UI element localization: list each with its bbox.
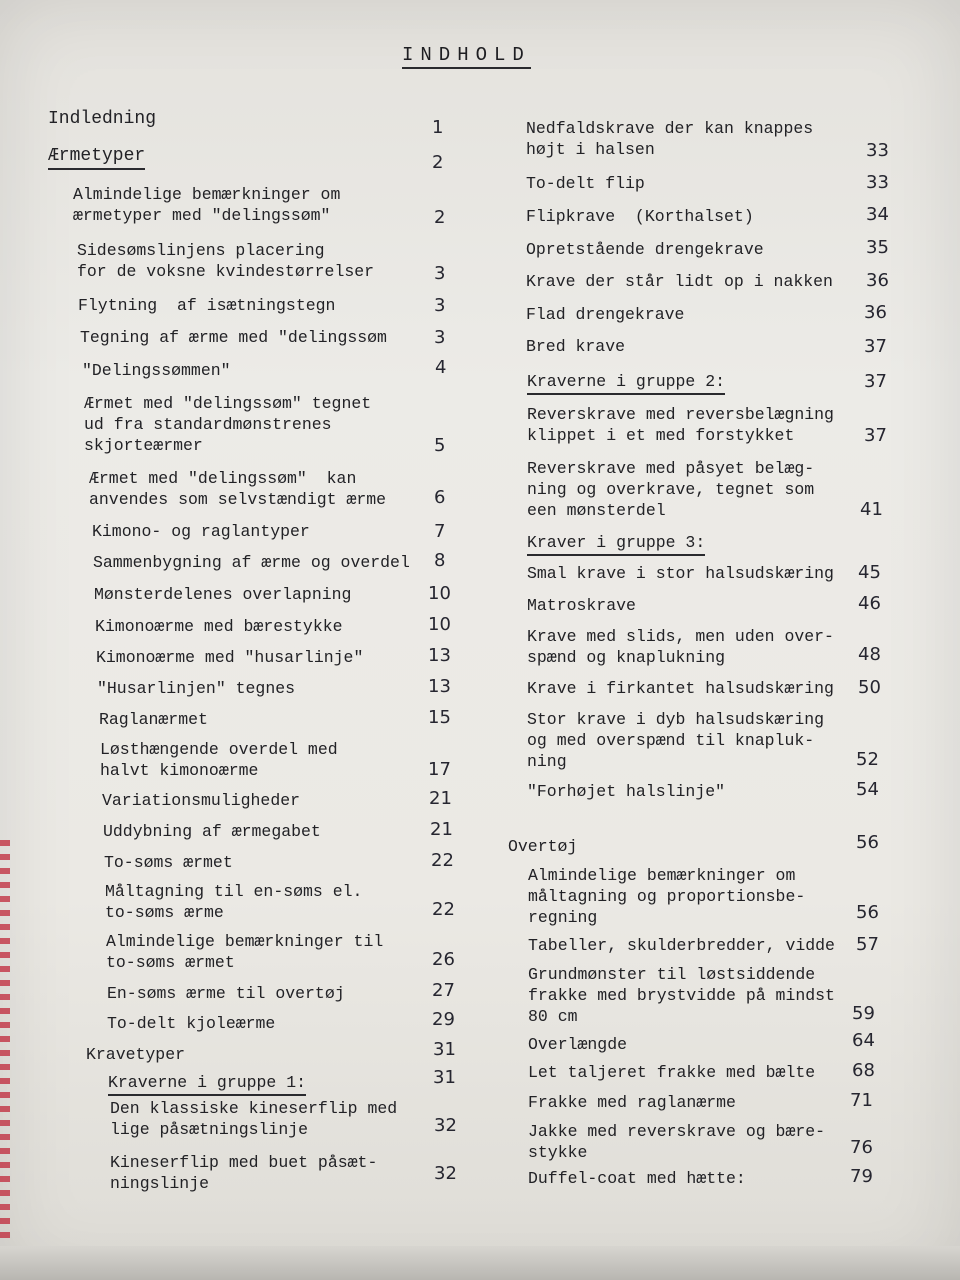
toc-entry: Grundmønster til løstsiddende frakke med brystvidde på mindst 80 cm — [528, 965, 835, 1026]
toc-subheading: Kraver i gruppe 3: — [527, 532, 705, 556]
toc-entry: Raglanærmet — [99, 710, 208, 729]
toc-page-number: 26 — [432, 949, 455, 970]
toc-page-number: 57 — [856, 934, 879, 955]
toc-entry: Overlængde — [528, 1035, 628, 1054]
toc-page-number: 33 — [866, 140, 889, 161]
toc-page-number: 37 — [864, 371, 887, 392]
toc-page-number: 31 — [433, 1067, 456, 1088]
toc-entry: Frakke med raglanærme — [528, 1093, 736, 1112]
toc-page-number: 50 — [858, 677, 881, 698]
page-title: INDHOLD — [402, 44, 531, 69]
toc-page-number: 35 — [866, 237, 889, 258]
toc-entry: Ærmet med "delingssøm" tegnet ud fra standardmønstrenes skjorteærmer — [84, 394, 372, 455]
toc-entry: Indledning — [48, 109, 157, 129]
toc-entry: Krave med slids, men uden over- spænd og knaplukning — [527, 627, 834, 667]
toc-page-number: 32 — [434, 1163, 457, 1184]
toc-page-number: 17 — [428, 759, 451, 780]
toc-entry: Almindelige bemærkninger om ærmetyper med "delingssøm" — [73, 185, 341, 225]
toc-section-heading: Kravetyper — [86, 1045, 186, 1064]
toc-page-number: 36 — [864, 302, 887, 323]
toc-entry: Bred krave — [526, 337, 626, 356]
toc-page-number: 37 — [864, 336, 887, 357]
toc-entry: Løsthængende overdel med halvt kimonoærme — [100, 740, 338, 780]
toc-entry: Matroskrave — [527, 596, 636, 615]
toc-entry: Smal krave i stor halsudskæring — [527, 564, 834, 583]
toc-page-number: 76 — [850, 1137, 873, 1158]
toc-entry: Krave i firkantet halsudskæring — [527, 679, 834, 698]
toc-page-number: 7 — [434, 521, 446, 542]
toc-page-number: 3 — [434, 295, 446, 316]
toc-page-number: 56 — [856, 832, 879, 853]
toc-entry: En-søms ærme til overtøj — [107, 984, 345, 1003]
toc-entry: Måltagning til en-søms el. to-søms ærme — [105, 882, 363, 922]
toc-page-number: 1 — [432, 117, 444, 138]
toc-entry: Flytning af isætningstegn — [78, 296, 336, 315]
toc-page-number: 2 — [434, 207, 446, 228]
toc-entry: Duffel-coat med hætte: — [528, 1169, 746, 1188]
toc-entry: To-delt flip — [526, 174, 645, 193]
toc-page-number: 13 — [428, 676, 451, 697]
toc-section-heading: Overtøj — [508, 837, 578, 856]
toc-entry: Flipkrave (Korthalset) — [526, 207, 754, 226]
toc-subheading: Kraverne i gruppe 1: — [108, 1072, 306, 1096]
toc-page-number: 37 — [864, 425, 887, 446]
toc-page-number: 27 — [432, 980, 455, 1001]
toc-page-number: 22 — [432, 899, 455, 920]
toc-page-number: 6 — [434, 487, 446, 508]
toc-page-number: 46 — [858, 593, 881, 614]
toc-entry: Flad drengekrave — [526, 305, 685, 324]
toc-entry: Almindelige bemærkninger om måltagning og proportionsbe- regning — [528, 866, 806, 927]
toc-entry: To-delt kjoleærme — [107, 1014, 276, 1033]
toc-page-number: 10 — [428, 614, 451, 635]
toc-page-number: 29 — [432, 1009, 455, 1030]
page-stack-edge — [0, 1246, 960, 1280]
toc-entry: Ærmet med "delingssøm" kan anvendes som selvstændigt ærme — [89, 469, 387, 509]
toc-page-number: 13 — [428, 645, 451, 666]
toc-entry: Opretstående drengekrave — [526, 240, 764, 259]
toc-page-number: 3 — [434, 263, 446, 284]
spiral-binding — [0, 840, 10, 1280]
toc-entry: Jakke med reverskrave og bære- stykke — [528, 1122, 826, 1162]
toc-entry: "Forhøjet halslinje" — [527, 782, 726, 801]
toc-page-number: 79 — [850, 1166, 873, 1187]
toc-entry: Mønsterdelenes overlapning — [94, 585, 352, 604]
toc-entry: Sidesømslinjens placering for de voksne kvindestørrelser — [77, 241, 375, 281]
toc-entry: Reverskrave med påsyet belæg- ning og overkrave, tegnet som een mønsterdel — [527, 459, 815, 520]
toc-page-number: 5 — [434, 435, 446, 456]
toc-page-number: 10 — [428, 583, 451, 604]
toc-subheading: Kraverne i gruppe 2: — [527, 371, 725, 395]
toc-page-number: 33 — [866, 172, 889, 193]
toc-entry: Kimonoærme med bærestykke — [95, 617, 343, 636]
toc-page-number: 21 — [429, 788, 452, 809]
toc-entry: Kineserflip med buet påsæt- ningslinje — [110, 1153, 378, 1193]
toc-page-number: 3 — [434, 327, 446, 348]
toc-entry: Tegning af ærme med "delingssøm — [80, 328, 387, 347]
toc-page-number: 36 — [866, 270, 889, 291]
toc-page-number: 41 — [860, 499, 883, 520]
toc-page-number: 56 — [856, 902, 879, 923]
toc-entry: "Delingssømmen" — [82, 361, 231, 380]
toc-page-number: 21 — [430, 819, 453, 840]
toc-page-number: 4 — [435, 357, 447, 378]
toc-page-number: 8 — [434, 550, 446, 571]
toc-entry: To-søms ærmet — [104, 853, 233, 872]
toc-page-number: 68 — [852, 1060, 875, 1081]
toc-page-number: 22 — [431, 850, 454, 871]
toc-entry: Uddybning af ærmegabet — [103, 822, 321, 841]
toc-entry: Krave der står lidt op i nakken — [526, 272, 833, 291]
toc-entry: Let taljeret frakke med bælte — [528, 1063, 816, 1082]
toc-entry: Stor krave i dyb halsudskæring og med overspænd til knapluk- ning — [527, 710, 825, 771]
toc-entry: Kimono- og raglantyper — [92, 522, 310, 541]
toc-page-number: 2 — [432, 152, 444, 173]
toc-section-heading: Ærmetyper — [48, 146, 145, 170]
toc-page-number: 34 — [866, 204, 889, 225]
toc-entry: Sammenbygning af ærme og overdel — [93, 553, 410, 572]
toc-entry: Tabeller, skulderbredder, vidde — [528, 936, 835, 955]
toc-page-number: 64 — [852, 1030, 875, 1051]
toc-page-number: 71 — [850, 1090, 873, 1111]
toc-entry: "Husarlinjen" tegnes — [97, 679, 296, 698]
toc-page-number: 31 — [433, 1039, 456, 1060]
toc-entry: Den klassiske kineserflip med lige påsætningslinje — [110, 1099, 398, 1139]
toc-page-number: 59 — [852, 1003, 875, 1024]
toc-page-number: 45 — [858, 562, 881, 583]
toc-entry: Reverskrave med reversbelægning klippet i et med forstykket — [527, 405, 834, 445]
toc-entry: Kimonoærme med "husarlinje" — [96, 648, 364, 667]
toc-page-number: 52 — [856, 749, 879, 770]
toc-page-number: 54 — [856, 779, 879, 800]
toc-entry: Variationsmuligheder — [102, 791, 301, 810]
toc-page-number: 48 — [858, 644, 881, 665]
toc-page-number: 32 — [434, 1115, 457, 1136]
toc-entry: Almindelige bemærkninger til to-søms ærmet — [106, 932, 384, 972]
toc-entry: Nedfaldskrave der kan knappes højt i halsen — [526, 119, 814, 159]
toc-page-number: 15 — [428, 707, 451, 728]
